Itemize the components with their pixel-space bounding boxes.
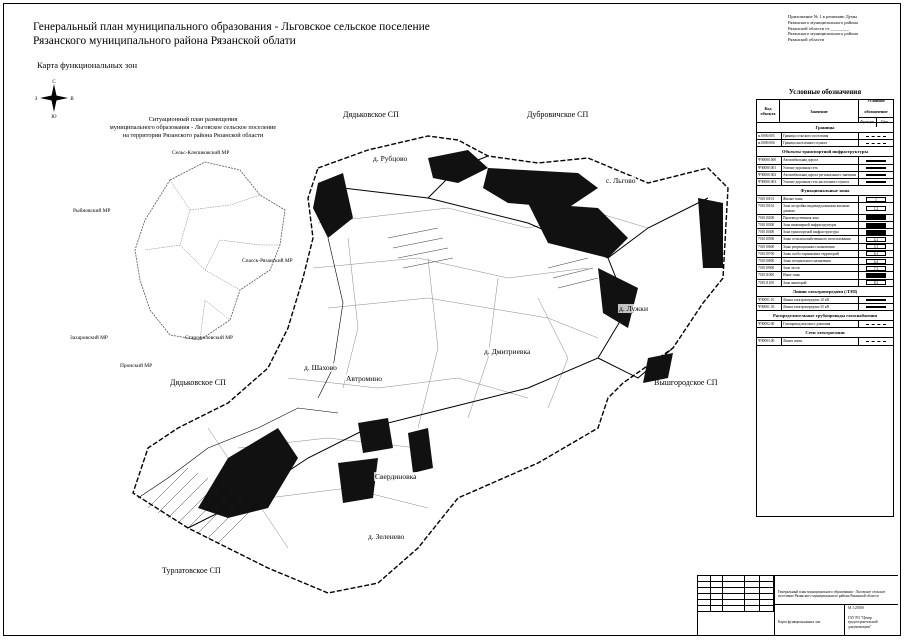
legend-code: 701010300 — [757, 222, 782, 228]
map-title: Карта функциональных зон — [37, 60, 138, 70]
stamp-sheet-title: Карта функциональных зон — [778, 620, 821, 624]
main-map — [128, 128, 748, 598]
legend-symbol — [859, 179, 893, 185]
legend-code: ЧЧ0001.35 — [757, 304, 782, 310]
legend-code: 701010700 — [757, 251, 782, 257]
zakharovsky-label: Захаровский МР — [70, 335, 108, 341]
legend-row — [757, 133, 893, 140]
note-line: Рязанского муниципального района — [788, 31, 858, 37]
legend-row — [757, 321, 893, 328]
compass-north: С — [52, 80, 56, 85]
legend-row — [757, 196, 893, 203]
neighbor-dyadkovskoe-north: Дядьковское СП — [343, 110, 399, 119]
legend-section-title: Распределительные трубопроводы газоснабжения — [757, 311, 893, 321]
sit-title-line: на территории Рязанского района Рязанской области — [122, 132, 264, 139]
legend-swatch-icon — [866, 160, 886, 162]
legend-row — [757, 172, 893, 179]
legend-symbol — [859, 229, 893, 235]
legend-row — [757, 203, 893, 214]
legend-code: ЧЧ0002.00 — [757, 321, 782, 327]
village-verdinovka: Свердиновка — [375, 472, 417, 481]
legend-row — [757, 179, 893, 186]
legend-symbol — [859, 203, 893, 213]
legend-name: Автомобильная дорога — [782, 157, 859, 163]
legend-name: Зона инженерной инфраструктуры — [782, 222, 859, 228]
starozhilovsky-label: Старожиловский МР — [185, 335, 234, 341]
legend-row — [757, 258, 893, 265]
legend-section-title: Функциональные зоны — [757, 186, 893, 196]
approval-note — [788, 14, 884, 43]
legend-code: 701011100 — [757, 280, 782, 286]
legend-symbol — [859, 157, 893, 163]
title-block-grid — [698, 576, 774, 636]
legend-swatch-icon — [866, 136, 886, 137]
legend-symbol — [859, 265, 893, 271]
legend-symbol — [859, 338, 893, 344]
neighbor-vyshgorodskoe: Вышгородское СП — [654, 378, 718, 387]
note-line: Рязанской области от ________ — [788, 25, 850, 31]
legend-symbol — [859, 251, 893, 257]
legend-symbol — [859, 297, 893, 303]
legend-row — [757, 265, 893, 272]
page-title — [33, 20, 453, 48]
legend-code: 701010600 — [757, 244, 782, 250]
selts-klepikovsky-label: Сельс-Клепиковский МР — [172, 150, 230, 156]
note-line: Рязанской области — [788, 37, 825, 43]
legend-code: 701010101 — [757, 196, 782, 202]
legend-row — [757, 140, 893, 147]
legend-symbol — [859, 272, 893, 278]
legend-swatch-icon — [866, 143, 886, 144]
legend-symbol — [859, 280, 893, 286]
legend-code: ЧЧ0000.001 — [757, 165, 782, 171]
legend-row — [757, 304, 893, 311]
village-zelenevo: д. Зеленево — [368, 532, 405, 541]
stamp-project: Генеральный план муниципального образования - Льговское сельское поселение Рязанского муниципального района Рязанской области — [778, 590, 886, 599]
legend-swatch-icon — [866, 223, 886, 228]
stamp-org: ГАУ РО "Центр градостроительной документации" — [848, 616, 878, 629]
legend-symbol — [859, 140, 893, 146]
neighbor-dubrovichskoe: Дубровичское СП — [527, 110, 589, 119]
legend-swatch-code: 5.1 — [866, 244, 886, 249]
legend-row — [757, 297, 893, 304]
legend-row — [757, 280, 893, 287]
legend-name: Линия электропередачи 10 кВ — [782, 297, 859, 303]
legend-swatch-icon — [866, 273, 886, 278]
legend-name: Зона лесов — [782, 265, 859, 271]
legend-swatch-icon — [866, 299, 886, 301]
sit-title-line: муниципального образования - Льговское сельское поселение — [109, 124, 277, 131]
legend-title: Условные обозначения — [788, 88, 862, 96]
legend-name: Зоны специального назначения — [782, 258, 859, 264]
compass-south: Ю — [51, 115, 57, 118]
legend-symbol — [859, 258, 893, 264]
legend-swatch-code: 7.1 — [866, 266, 886, 271]
legend-swatch-code: 1.2 — [866, 206, 886, 211]
legend-swatch-icon — [866, 306, 886, 308]
legend-name: Линия связи — [782, 338, 859, 344]
legend-code: 701010900 — [757, 265, 782, 271]
legend-swatch-icon — [866, 341, 886, 342]
legend-row — [757, 251, 893, 258]
legend-symbol — [859, 215, 893, 221]
legend-swatch-icon — [866, 181, 886, 183]
compass-west: З — [34, 97, 38, 102]
village-shakhovo: д. Шахово — [304, 363, 337, 372]
legend-name: Автомобильная дорога регионального значения — [782, 172, 859, 178]
neighbor-turlatovskoe: Турлатовское СП — [162, 566, 221, 575]
legend-symbol — [859, 196, 893, 202]
stamp-scale: М 1:25000 — [848, 606, 864, 610]
legend-code: ЧЧ0003.00 — [757, 338, 782, 344]
legend-name: Производственная зона — [782, 215, 859, 221]
legend-swatch-code: 4.1 — [866, 237, 886, 242]
legend-name: Жилые зоны — [782, 196, 859, 202]
legend-name: Зоны рекреационного назначения — [782, 244, 859, 250]
legend-row — [757, 215, 893, 222]
compass-rose-icon — [32, 78, 76, 118]
village-avtromino: Автромино — [346, 374, 383, 383]
legend-symbol — [859, 133, 893, 139]
legend-swatch-icon — [866, 230, 886, 235]
legend-swatch-icon — [866, 167, 886, 169]
legend-swatch-code: 6.1 — [866, 251, 886, 256]
legend-row — [757, 236, 893, 243]
legend-code: 701010500 — [757, 236, 782, 242]
legend-code: 701011000 — [757, 272, 782, 278]
legend-swatch-code: 6.4 — [866, 259, 886, 264]
legend-symbol — [859, 222, 893, 228]
village-luzhki: д. Лужки — [619, 304, 648, 313]
legend-swatch-icon — [866, 215, 886, 220]
legend-name: Зоны особо охраняемых территорий — [782, 251, 859, 257]
legend-name: Улично-дорожная сеть населенного пункта — [782, 179, 859, 185]
title-line-1: Генеральный план муниципального образования - Льговское сельское поселение — [33, 21, 430, 33]
legend-name: Газопровод высокого давления — [782, 321, 859, 327]
legend-code: ЧЧ0000.000 — [757, 157, 782, 163]
village-dmitrievka: д. Дмитриевка — [484, 347, 531, 356]
legend-code: ЧЧ0000.002 — [757, 172, 782, 178]
legend-code: м.0000.005 — [757, 133, 782, 139]
legend-code: 701010400 — [757, 229, 782, 235]
legend-name: Зона акваторий — [782, 280, 859, 286]
legend-code: м.0000.006 — [757, 140, 782, 146]
title-line-2: Рязанского муниципального района Рязанской облати — [33, 35, 296, 47]
village-lgovo: с. Льгово — [606, 176, 636, 185]
legend-head-sub1: Функция — [859, 118, 877, 127]
legend-name: Иные зоны — [782, 272, 859, 278]
legend-section-title: Линии электропередачи (ЛЭП) — [757, 287, 893, 297]
legend-body — [757, 123, 893, 346]
legend-symbol — [859, 172, 893, 178]
legend-symbol — [859, 165, 893, 171]
legend-row — [757, 165, 893, 172]
sit-title-line: Ситуационный план размещения — [148, 116, 238, 123]
legend-symbol — [859, 236, 893, 242]
legend-head-symbol — [859, 100, 893, 122]
note-line: Рязанского муниципального района — [788, 19, 858, 25]
legend-name: Линия электропередачи 35 кВ — [782, 304, 859, 310]
legend-head-sub — [859, 117, 893, 127]
legend-name: Граница населенного пункта — [782, 140, 859, 146]
legend-swatch-icon — [866, 174, 886, 176]
legend-name: Зоны сельскохозяйственного использования — [782, 236, 859, 242]
rybnovsky-label: Рыбновский МР — [73, 208, 111, 214]
legend-swatch-icon — [866, 324, 886, 325]
legend-row — [757, 244, 893, 251]
spassk-label: Спасск-Рязанский МР — [242, 258, 293, 264]
legend-header — [757, 100, 893, 123]
legend-row — [757, 272, 893, 279]
legend-head-symbol-label: Условное обозначение — [864, 98, 888, 114]
legend-name: Зона транспортной инфраструктуры — [782, 229, 859, 235]
legend-name: Улично-дорожная сеть — [782, 165, 859, 171]
legend-symbol — [859, 304, 893, 310]
legend-head-sub2: Цвет — [881, 120, 889, 124]
legend-row — [757, 157, 893, 164]
legend-code: 701010800 — [757, 258, 782, 264]
legend-section-title: Объекты транспортной инфраструктуры — [757, 147, 893, 157]
legend-name: Зона застройки индивидуальными жилыми домами — [782, 203, 859, 213]
legend-section-title: Границы — [757, 123, 893, 133]
legend-swatch-code: 8.2 — [866, 280, 886, 285]
title-block — [697, 575, 898, 636]
legend-name: Граница сельского поселения — [782, 133, 859, 139]
note-line: Приложение № 1 к решению Думы — [788, 14, 857, 19]
legend-row — [757, 229, 893, 236]
legend-section-title: Сети электросвязи — [757, 328, 893, 338]
village-rubtsovo: д. Рубцово — [373, 154, 408, 163]
legend-code: ЧЧ0000.003 — [757, 179, 782, 185]
legend-table — [756, 99, 894, 517]
pronsky-label: Пронский МР — [120, 363, 153, 369]
legend-symbol — [859, 244, 893, 250]
legend-head-code: Код объекта — [757, 100, 780, 122]
legend-head-name: Значение — [780, 100, 859, 122]
legend — [756, 85, 894, 517]
compass-east: В — [70, 97, 74, 102]
legend-code: 701010102 — [757, 203, 782, 213]
legend-code: ЧЧ0001.10 — [757, 297, 782, 303]
legend-symbol — [859, 321, 893, 327]
legend-row — [757, 338, 893, 345]
legend-swatch-code: 1 — [866, 197, 886, 202]
legend-code: 701010200 — [757, 215, 782, 221]
neighbor-dyadkovskoe-west: Дядьковское СП — [170, 378, 226, 387]
legend-row — [757, 222, 893, 229]
